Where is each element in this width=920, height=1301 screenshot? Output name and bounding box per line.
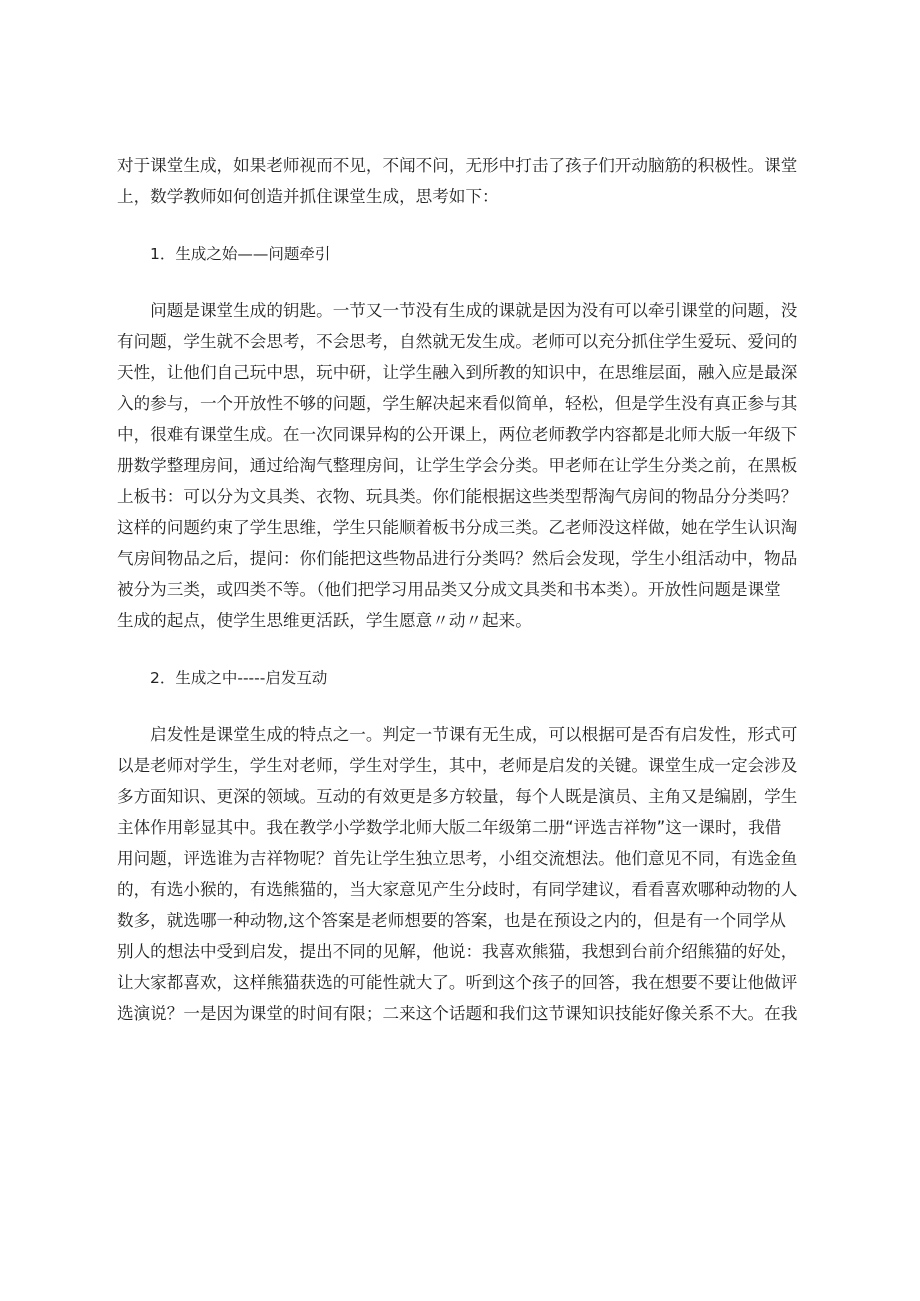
heading-text: 1．生成之始——问题牵引 (150, 245, 331, 263)
text-line: 上，数学教师如何创造并抓住课堂生成，思考如下： (117, 187, 499, 206)
text-line: 入的参与，一个开放性不够的问题，学生解决起来看似简单，轻松，但是学生没有真正参与其 (117, 394, 798, 413)
text-line: 选演说？一是因为课堂的时间有限；二来这个话题和我们这节课知识技能好像关系不大。在我 (117, 1004, 798, 1023)
text-line: 被分为三类，或四类不等。（他们把学习用品类又分成文具类和书本类）。开放性问题是课堂 (117, 580, 781, 599)
text-line: 册数学整理房间，通过给淘气整理房间，让学生学会分类。甲老师在让学生分类之前，在黑板 (117, 456, 798, 475)
section-2-paragraph (117, 719, 817, 1029)
text-line: 问题是课堂生成的钥匙。一节又一节没有生成的课就是因为没有可以牵引课堂的问题，没 (117, 301, 798, 320)
text-line: 天性，让他们自己玩中思，玩中研，让学生融入到所教的知识中，在思维层面，融入应是最深 (117, 363, 798, 382)
heading-text: 2．生成之中-----启发互动 (150, 669, 328, 687)
text-line: 多方面知识、更深的领域。互动的有效更是多方较量，每个人既是演员、主角又是编剧，学生 (117, 787, 798, 806)
text-line: 数多，就选哪一种动物,这个答案是老师想要的答案，也是在预设之内的，但是有一个同学从 (117, 911, 787, 930)
text-line: 主体作用彰显其中。我在教学小学数学北师大版二年级第二册“评选吉祥物”这一课时，我借 (117, 818, 782, 837)
section-heading-2 (117, 663, 817, 694)
text-line: 气房间物品之后，提问：你们能把这些物品进行分类吗？然后会发现，学生小组活动中，物品 (117, 549, 798, 568)
document-page (117, 150, 817, 1029)
text-line: 以是老师对学生，学生对老师，学生对学生，其中，老师是启发的关键。课堂生成一定会涉及 (117, 756, 798, 775)
text-line: 上板书：可以分为文具类、衣物、玩具类。你们能根据这些类型帮淘气房间的物品分分类吗？ (117, 487, 798, 506)
text-line: 别人的想法中受到启发，提出不同的见解，他说：我喜欢熊猫，我想到台前介绍熊猫的好处， (117, 942, 798, 961)
section-1-paragraph (117, 295, 817, 636)
text-line: 这样的问题约束了学生思维，学生只能顺着板书分成三类。乙老师没这样做，她在学生认识淘 (117, 518, 798, 537)
text-line: 中，很难有课堂生成。在一次同课异构的公开课上，两位老师教学内容都是北师大版一年级下 (117, 425, 798, 444)
text-line: 的，有选小猴的，有选熊猫的，当大家意见产生分歧时，有同学建议，看看喜欢哪种动物的人 (117, 880, 798, 899)
text-line: 对于课堂生成，如果老师视而不见，不闻不问，无形中打击了孩子们开动脑筋的积极性。课堂 (117, 156, 798, 175)
text-line: 生成的起点，使学生思维更活跃，学生愿意〃动〃起来。 (117, 611, 532, 630)
text-line: 用问题，评选谁为吉祥物呢？首先让学生独立思考，小组交流想法。他们意见不同，有选金鱼 (117, 849, 798, 868)
intro-paragraph (117, 150, 817, 212)
text-line: 让大家都喜欢，这样熊猫获选的可能性就大了。听到这个孩子的回答，我在想要不要让他做评 (117, 973, 798, 992)
section-heading-1 (117, 239, 817, 270)
text-line: 启发性是课堂生成的特点之一。判定一节课有无生成，可以根据可是否有启发性，形式可 (117, 725, 798, 744)
text-line: 有问题，学生就不会思考，不会思考，自然就无发生成。老师可以充分抓住学生爱玩、爱问的 (117, 332, 798, 351)
